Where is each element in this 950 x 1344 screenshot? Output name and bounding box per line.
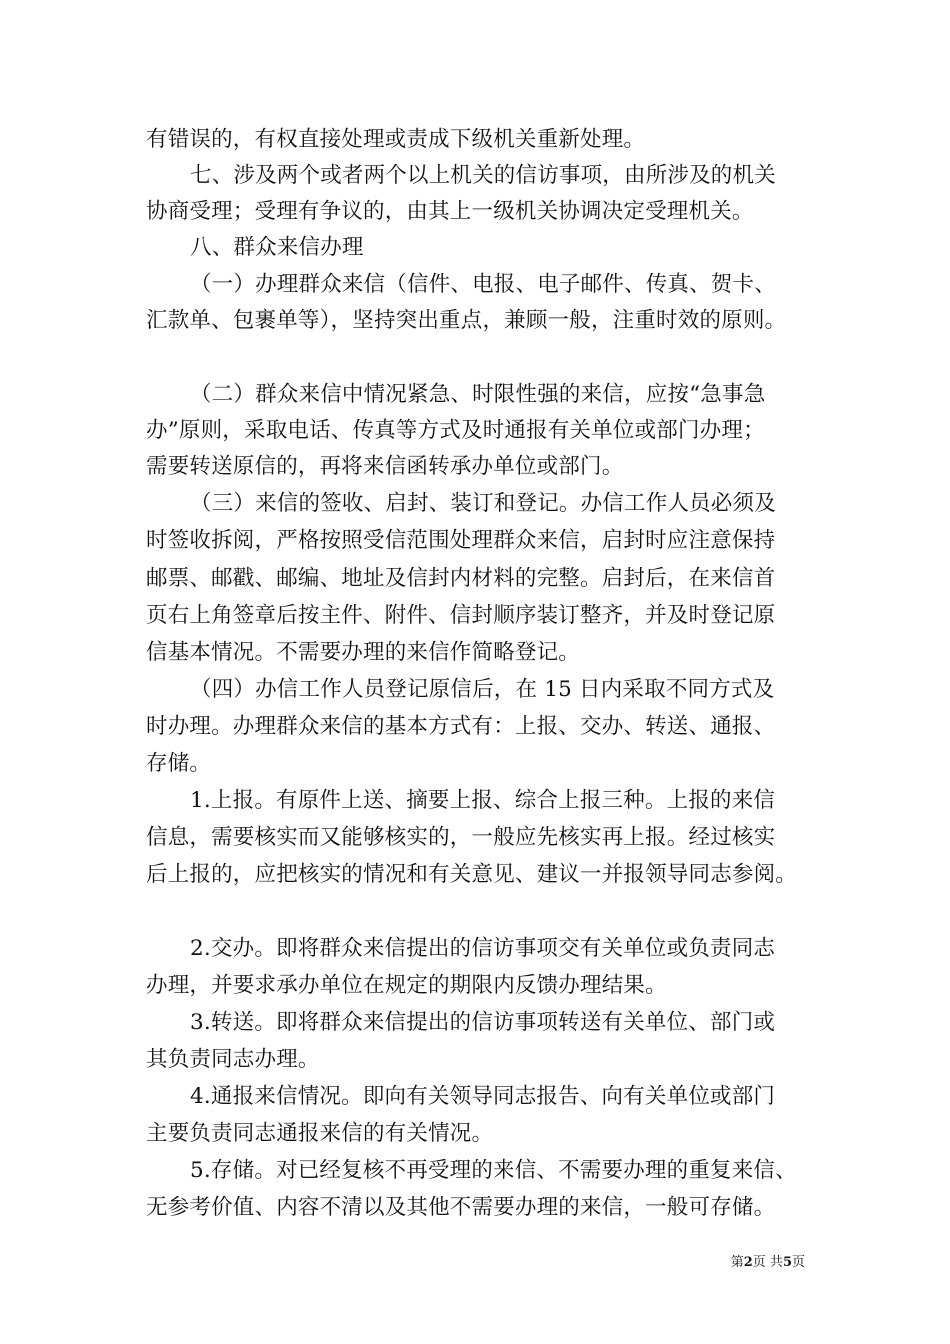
body-line: 无参考价值、内容不清以及其他不需要办理的来信，一般可存储。 xyxy=(146,1195,776,1220)
body-line: （二）群众来信中情况紧急、时限性强的来信，应按“急事急 xyxy=(190,382,766,407)
body-line: 1.上报。有原件上送、摘要上报、综合上报三种。上报的来信 xyxy=(190,788,776,813)
body-line: 其负责同志办理。 xyxy=(146,1047,320,1072)
body-line: 4.通报来信情况。即向有关领导同志报告、向有关单位或部门 xyxy=(190,1084,776,1109)
body-line: 页右上角签章后按主件、附件、信封顺序装订整齐，并及时登记原 xyxy=(146,603,776,628)
page-number-footer xyxy=(731,1254,805,1272)
body-line: 办”原则，采取电话、传真等方式及时通报有关单位或部门办理； xyxy=(146,418,765,443)
body-line: 3.转送。即将群众来信提出的信访事项转送有关单位、部门或 xyxy=(190,1010,776,1035)
body-line: 后上报的，应把核实的情况和有关意见、建议一并报领导同志参阅。 xyxy=(146,862,798,887)
body-line: 协商受理；受理有争议的，由其上一级机关协调决定受理机关。 xyxy=(146,199,754,224)
body-line: 5.存储。对已经复核不再受理的来信、不需要办理的重复来信、 xyxy=(190,1158,797,1183)
current-page-number: 2 xyxy=(743,1255,753,1270)
footer-prefix: 第 xyxy=(730,1255,744,1270)
body-line: 存储。 xyxy=(146,751,212,776)
body-line: 时办理。办理群众来信的基本方式有：上报、交办、转送、通报、 xyxy=(146,714,776,739)
footer-middle: 页 共 xyxy=(752,1255,783,1270)
body-line: 七、涉及两个或者两个以上机关的信访事项，由所涉及的机关 xyxy=(190,163,776,188)
body-line: 需要转送原信的，再将来信函转承办单位或部门。 xyxy=(146,454,624,479)
body-line: （一）办理群众来信（信件、电报、电子邮件、传真、贺卡、 xyxy=(190,272,776,297)
body-line: 邮票、邮戳、邮编、地址及信封内材料的完整。启封后，在来信首 xyxy=(146,566,776,591)
body-line: 办理，并要求承办单位在规定的期限内反馈办理结果。 xyxy=(146,973,667,998)
body-line: 信息，需要核实而又能够核实的，一般应先核实再上报。经过核实 xyxy=(146,825,776,850)
total-pages-number: 5 xyxy=(782,1255,792,1270)
footer-suffix: 页 xyxy=(791,1255,805,1270)
body-line: 2.交办。即将群众来信提出的信访事项交有关单位或负责同志 xyxy=(190,936,776,961)
body-line: 主要负责同志通报来信的有关情况。 xyxy=(146,1121,494,1146)
body-line: 汇款单、包裹单等），坚持突出重点，兼顾一般，注重时效的原则。 xyxy=(146,308,787,333)
body-line: 有错误的，有权直接处理或责成下级机关重新处理。 xyxy=(146,127,646,152)
body-line: （四）办信工作人员登记原信后，在 15 日内采取不同方式及 xyxy=(190,677,775,702)
body-line: （三）来信的签收、启封、装订和登记。办信工作人员必须及 xyxy=(190,491,776,516)
body-line: 信基本情况。不需要办理的来信作简略登记。 xyxy=(146,640,581,665)
section-heading: 八、群众来信办理 xyxy=(190,235,364,260)
body-line: 时签收拆阅，严格按照受信范围处理群众来信，启封时应注意保持 xyxy=(146,528,776,553)
